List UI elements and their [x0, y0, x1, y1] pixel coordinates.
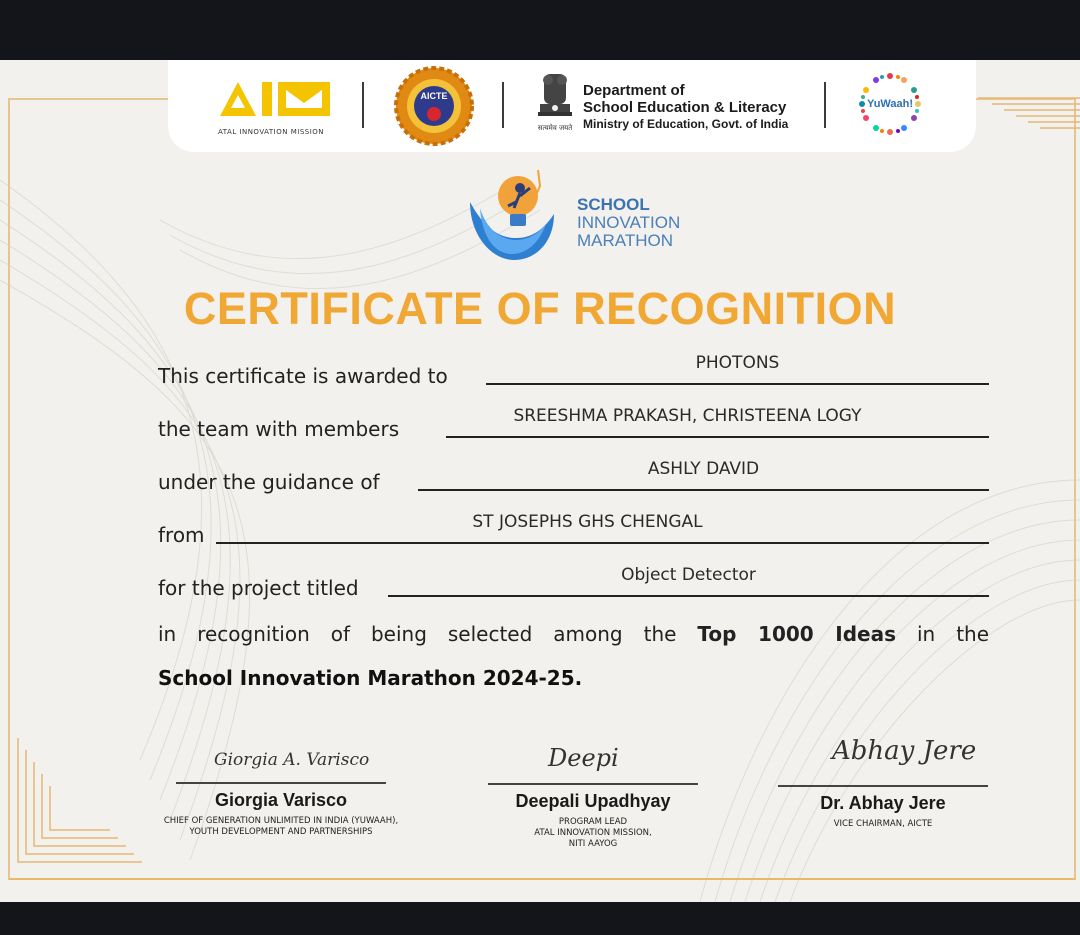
national-emblem-icon	[534, 70, 576, 138]
signature-line	[488, 783, 698, 785]
signature-2: Deepi	[548, 744, 619, 772]
recognition-line2: School Innovation Marathon 2024-25.	[158, 666, 583, 690]
signature-3: Abhay Jere	[832, 736, 977, 766]
sim-logo-icon	[464, 166, 560, 264]
program-line2: INNOVATION	[577, 213, 681, 232]
program-line3: MARATHON	[577, 231, 674, 250]
department-line3: Ministry of Education, Govt. of India	[583, 117, 789, 131]
role-line: ATAL INNOVATION MISSION,	[534, 828, 652, 838]
members-line	[446, 436, 989, 438]
from-label: from	[158, 523, 205, 547]
certificate	[0, 60, 1080, 902]
recognition-highlight: Top 1000 Ideas	[697, 622, 897, 646]
yuwaah-label: YuWaah!	[866, 98, 914, 110]
logo-bar	[168, 60, 976, 152]
role-line: VICE CHAIRMAN, AICTE	[833, 819, 933, 829]
signature-line	[176, 782, 386, 784]
department-line2: School Education & Literacy	[583, 99, 787, 116]
signatory-3-role	[778, 819, 988, 830]
awarded-line	[486, 383, 989, 385]
signatory-1-role	[150, 816, 412, 838]
awarded-label: This certificate is awarded to	[158, 364, 448, 388]
signatory-2-name: Deepali Upadhyay	[515, 791, 671, 811]
separator	[362, 82, 364, 128]
role-line: YOUTH DEVELOPMENT AND PARTNERSHIPS	[189, 827, 373, 837]
role-line: PROGRAM LEAD	[558, 817, 628, 827]
signatory-2-role	[488, 817, 698, 850]
members-value: SREESHMA PRAKASH, CHRISTEENA LOGY	[513, 406, 862, 426]
role-line: NITI AAYOG	[568, 839, 618, 849]
aim-caption: ATAL INNOVATION MISSION	[218, 128, 325, 136]
role-line: CHIEF OF GENERATION UNLIMITED IN INDIA (YUWAAH),	[163, 816, 399, 826]
corner-lines-top-right	[978, 96, 1080, 136]
emblem-motto: सत्यमेव जयते	[537, 124, 573, 132]
awarded-row	[158, 352, 989, 388]
signatory-1-name: Giorgia Varisco	[214, 790, 348, 810]
signatory-1	[150, 782, 412, 838]
project-line	[388, 595, 989, 597]
guidance-row	[158, 458, 989, 494]
from-value: ST JOSEPHS GHS CHENGAL	[472, 512, 703, 532]
certificate-title: CERTIFICATE OF RECOGNITION	[183, 283, 897, 334]
awarded-value: PHOTONS	[695, 353, 780, 373]
project-row	[158, 564, 989, 600]
project-label: for the project titled	[158, 576, 359, 600]
guidance-label: under the guidance of	[158, 470, 380, 494]
signature-line	[778, 785, 988, 787]
guidance-value: ASHLY DAVID	[647, 459, 760, 479]
members-row	[158, 405, 989, 441]
signatory-3	[778, 785, 988, 830]
corner-lines-bottom-left	[16, 736, 144, 866]
from-line	[216, 542, 989, 544]
aicte-logo	[394, 66, 474, 146]
department-line1: Department of	[583, 82, 685, 99]
recognition-part2: in the	[917, 622, 990, 646]
recognition-part1: in recognition of being selected among the	[158, 622, 677, 646]
signatory-3-name: Dr. Abhay Jere	[820, 793, 946, 813]
separator	[824, 82, 826, 128]
program-title	[577, 196, 680, 250]
members-label: the team with members	[158, 417, 400, 441]
project-value: Object Detector	[621, 565, 756, 585]
guidance-line	[418, 489, 989, 491]
from-row	[158, 511, 989, 547]
recognition-text	[158, 622, 989, 646]
separator	[502, 82, 504, 128]
yuwaah-logo	[858, 72, 922, 136]
department-title	[583, 82, 788, 133]
program-line1: SCHOOL	[577, 195, 650, 214]
aim-logo	[218, 78, 330, 120]
aicte-label: AICTE	[420, 91, 448, 101]
signatory-2	[488, 783, 698, 850]
signature-1: Giorgia A. Varisco	[214, 750, 370, 770]
